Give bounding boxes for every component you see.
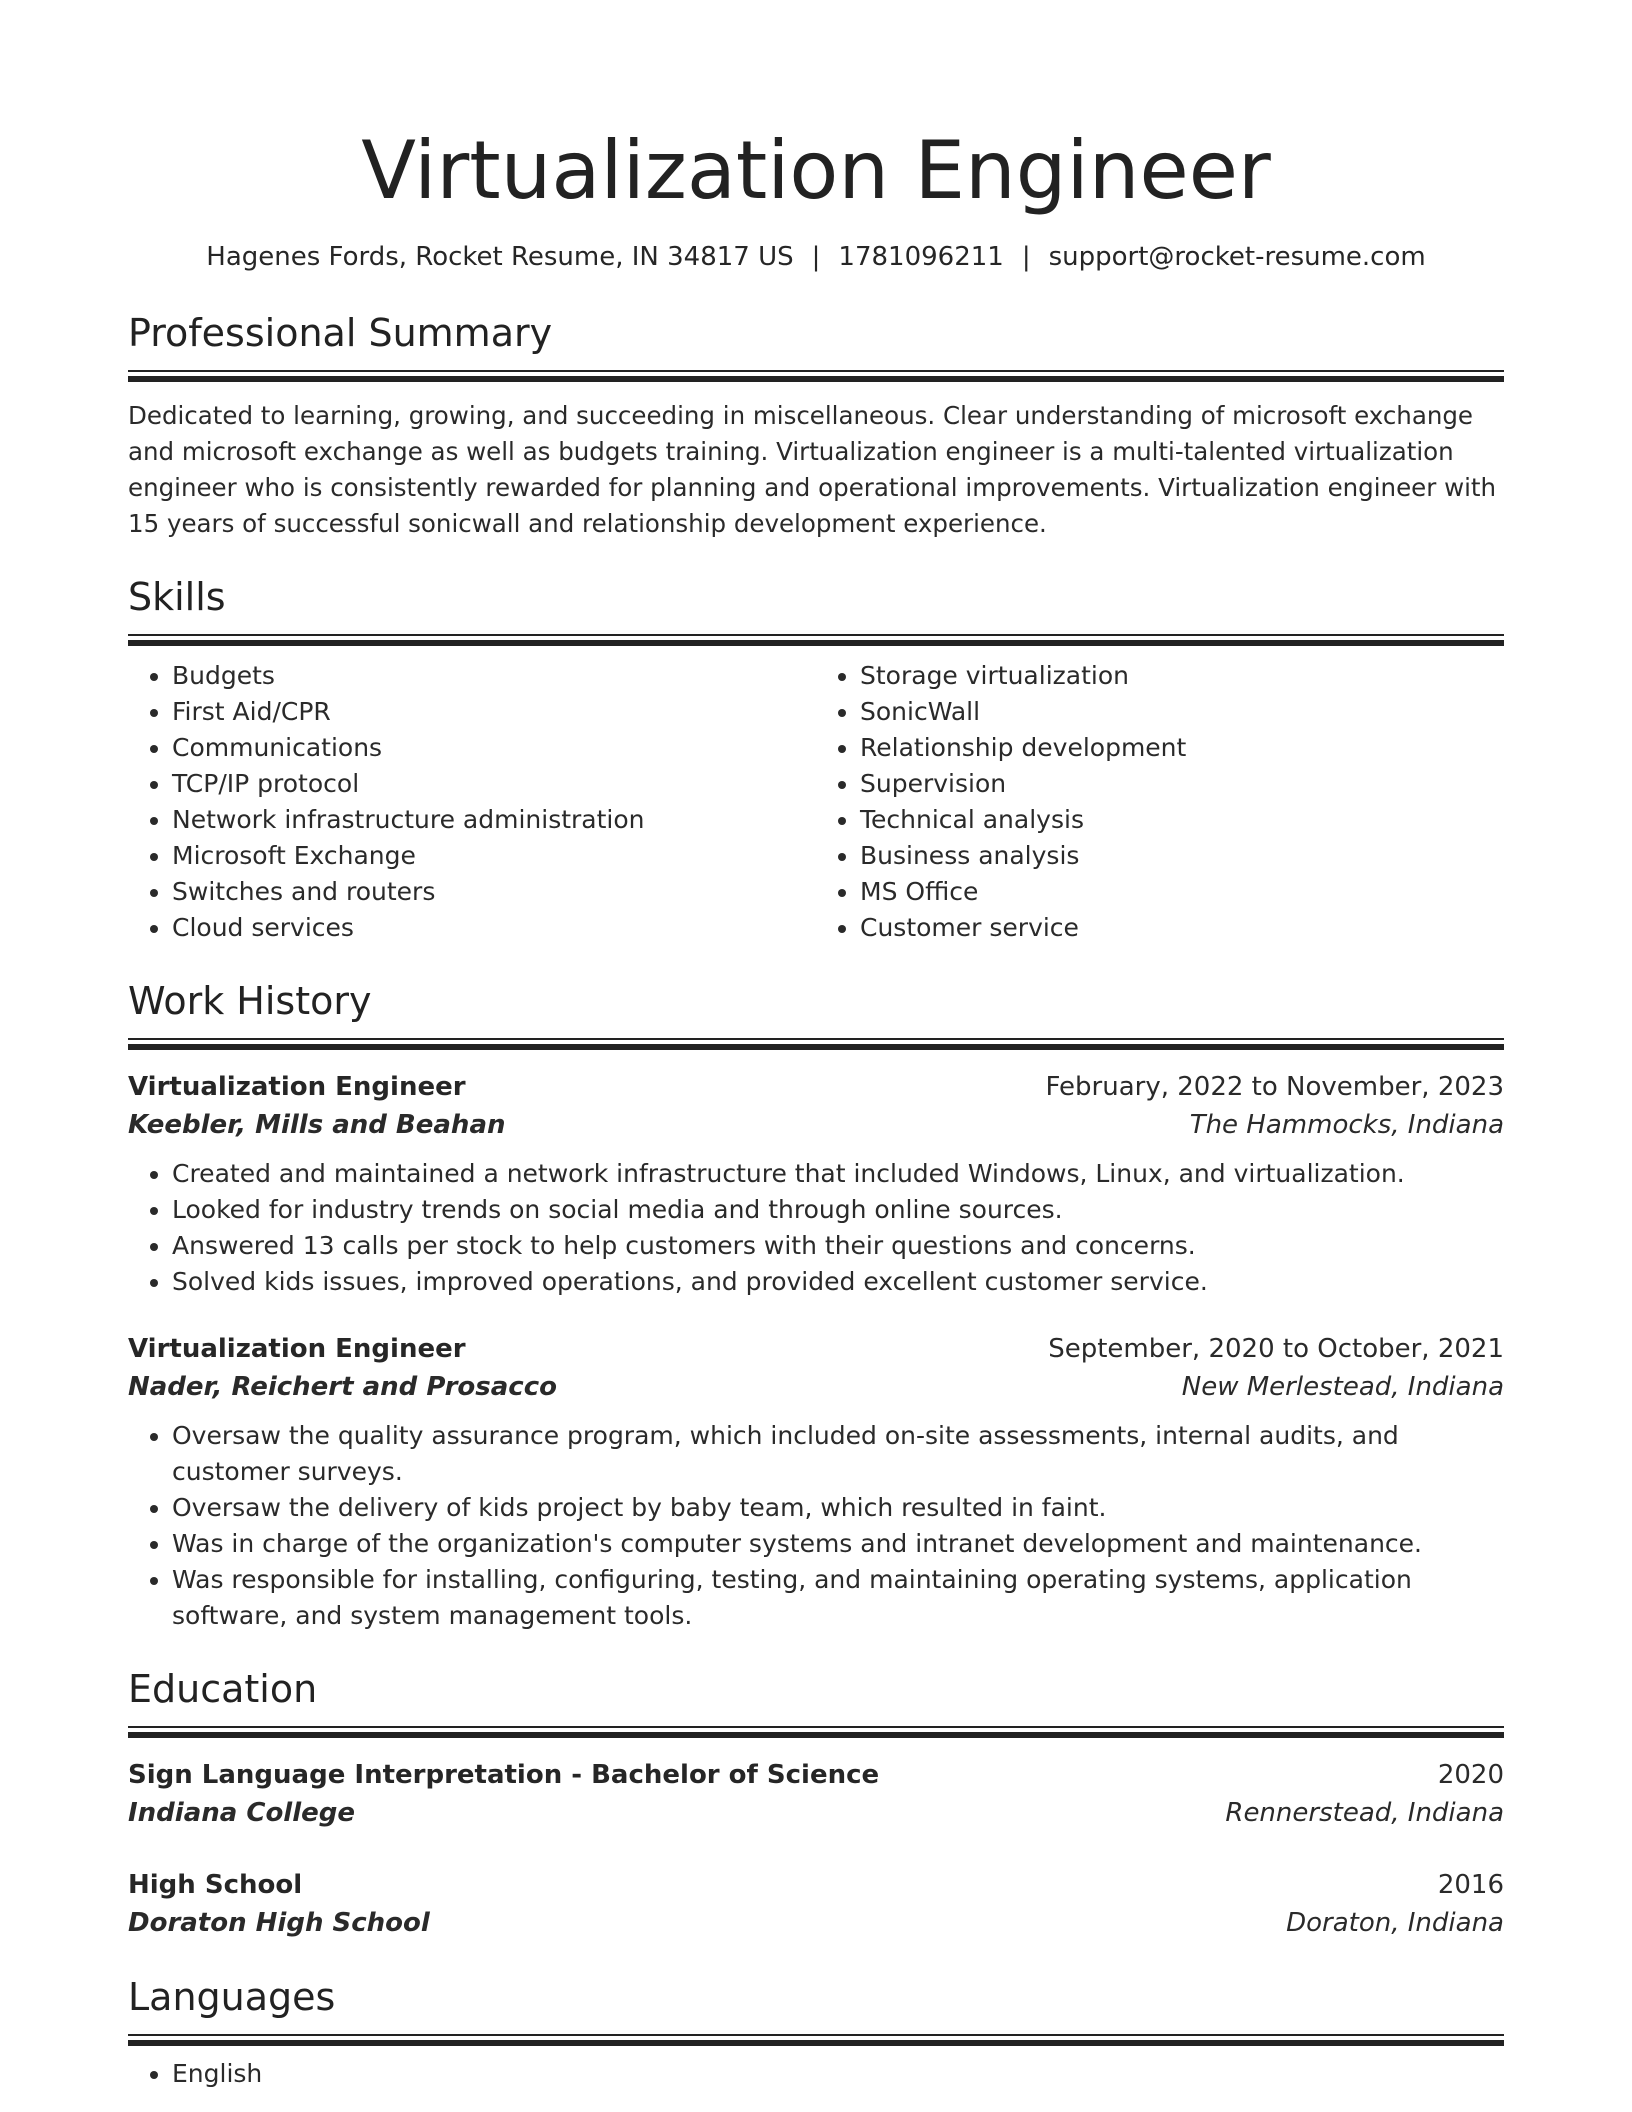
job-entry xyxy=(128,1330,1504,1634)
contact-separator: | xyxy=(1021,242,1031,272)
education-degree: Sign Language Interpretation - Bachelor of Science xyxy=(128,1760,880,1790)
skill-item: • Relationship development xyxy=(860,730,1504,766)
education-subheader xyxy=(128,1794,1504,1832)
languages-list xyxy=(128,2056,1504,2092)
education-degree: High School xyxy=(128,1870,303,1900)
section-divider xyxy=(128,370,1504,382)
summary-heading: Professional Summary xyxy=(128,311,553,355)
skill-item: • Cloud services xyxy=(172,910,816,946)
skill-item: • Business analysis xyxy=(860,838,1504,874)
skill-item: • Technical analysis xyxy=(860,802,1504,838)
job-dates: September, 2020 to October, 2021 xyxy=(1048,1334,1504,1364)
contact-address: Hagenes Fords, Rocket Resume, IN 34817 US xyxy=(206,242,794,272)
contact-line xyxy=(128,240,1504,274)
education-year: 2020 xyxy=(1437,1760,1504,1790)
job-title: Virtualization Engineer xyxy=(128,1334,466,1364)
languages-heading: Languages xyxy=(128,1975,336,2019)
skill-item: • Supervision xyxy=(860,766,1504,802)
section-divider xyxy=(128,2034,1504,2046)
skill-item: • TCP/IP protocol xyxy=(172,766,816,802)
education-school: Indiana College xyxy=(128,1798,356,1828)
resume-page xyxy=(128,0,1504,2092)
section-divider xyxy=(128,1726,1504,1738)
job-bullets xyxy=(128,1156,1504,1300)
contact-separator: | xyxy=(811,242,821,272)
skill-item: • Switches and routers xyxy=(172,874,816,910)
job-bullet: • Oversaw the delivery of kids project by baby team, which resulted in faint. xyxy=(172,1490,1504,1526)
skill-item: • Microsoft Exchange xyxy=(172,838,816,874)
education-school: Doraton High School xyxy=(128,1908,430,1938)
education-entry xyxy=(128,1866,1504,1942)
contact-phone: 1781096211 xyxy=(838,242,1004,272)
education-location: Rennerstead, Indiana xyxy=(1225,1798,1504,1828)
skills-left-list xyxy=(128,658,816,946)
job-bullet: • Looked for industry trends on social media and through online sources. xyxy=(172,1192,1504,1228)
skill-item: • Customer service xyxy=(860,910,1504,946)
summary-section xyxy=(128,310,1504,542)
job-header xyxy=(128,1068,1504,1106)
job-company: Nader, Reichert and Prosacco xyxy=(128,1372,557,1402)
skill-item: • MS Office xyxy=(860,874,1504,910)
work-section xyxy=(128,978,1504,1634)
skills-right-list xyxy=(816,658,1504,946)
job-bullet: • Answered 13 calls per stock to help customers with their questions and concerns. xyxy=(172,1228,1504,1264)
job-entry xyxy=(128,1068,1504,1300)
resume-title: Virtualization Engineer xyxy=(361,124,1271,217)
job-location: New Merlestead, Indiana xyxy=(1181,1372,1504,1402)
skill-item: • Communications xyxy=(172,730,816,766)
contact-email: support@rocket-resume.com xyxy=(1048,242,1426,272)
job-bullet: • Solved kids issues, improved operations, and provided excellent customer service. xyxy=(172,1264,1504,1300)
skill-item: • SonicWall xyxy=(860,694,1504,730)
skill-item: • Budgets xyxy=(172,658,816,694)
language-item: • English xyxy=(172,2056,1504,2092)
education-entry xyxy=(128,1756,1504,1832)
job-header xyxy=(128,1330,1504,1368)
skill-item: • Storage virtualization xyxy=(860,658,1504,694)
education-year: 2016 xyxy=(1437,1870,1504,1900)
education-location: Doraton, Indiana xyxy=(1286,1908,1504,1938)
education-header xyxy=(128,1756,1504,1794)
job-location: The Hammocks, Indiana xyxy=(1189,1110,1504,1140)
job-subheader xyxy=(128,1368,1504,1406)
skill-item: • First Aid/CPR xyxy=(172,694,816,730)
job-bullets xyxy=(128,1418,1504,1634)
section-divider xyxy=(128,634,1504,646)
job-bullet: • Was responsible for installing, configuring, testing, and maintaining operating systems, application software, and system management tools. xyxy=(172,1562,1504,1634)
job-subheader xyxy=(128,1106,1504,1144)
job-dates: February, 2022 to November, 2023 xyxy=(1045,1072,1504,1102)
education-header xyxy=(128,1866,1504,1904)
work-heading: Work History xyxy=(128,979,372,1023)
summary-text: Dedicated to learning, growing, and succeeding in miscellaneous. Clear understanding of microsoft exchange and microsoft exchange as well as budgets training. Virtualization engineer is a multi-talented virtualization engineer who is consistently rewarded for planning and operational improvements. Virtualization engineer with 15 years of successful sonicwall and relationship development experience. xyxy=(128,401,1497,538)
skills-heading: Skills xyxy=(128,575,226,619)
skills-section xyxy=(128,574,1504,946)
section-divider xyxy=(128,1038,1504,1050)
job-bullet: • Was in charge of the organization's computer systems and intranet development and maintenance. xyxy=(172,1526,1504,1562)
job-company: Keebler, Mills and Beahan xyxy=(128,1110,506,1140)
skill-item: • Network infrastructure administration xyxy=(172,802,816,838)
education-heading: Education xyxy=(128,1667,318,1711)
skills-columns xyxy=(128,658,1504,946)
job-title: Virtualization Engineer xyxy=(128,1072,466,1102)
languages-section xyxy=(128,1974,1504,2092)
education-subheader xyxy=(128,1904,1504,1942)
job-bullet: • Created and maintained a network infrastructure that included Windows, Linux, and virtualization. xyxy=(172,1156,1504,1192)
education-section xyxy=(128,1666,1504,1942)
job-bullet: • Oversaw the quality assurance program, which included on-site assessments, internal audits, and customer surveys. xyxy=(172,1418,1504,1490)
